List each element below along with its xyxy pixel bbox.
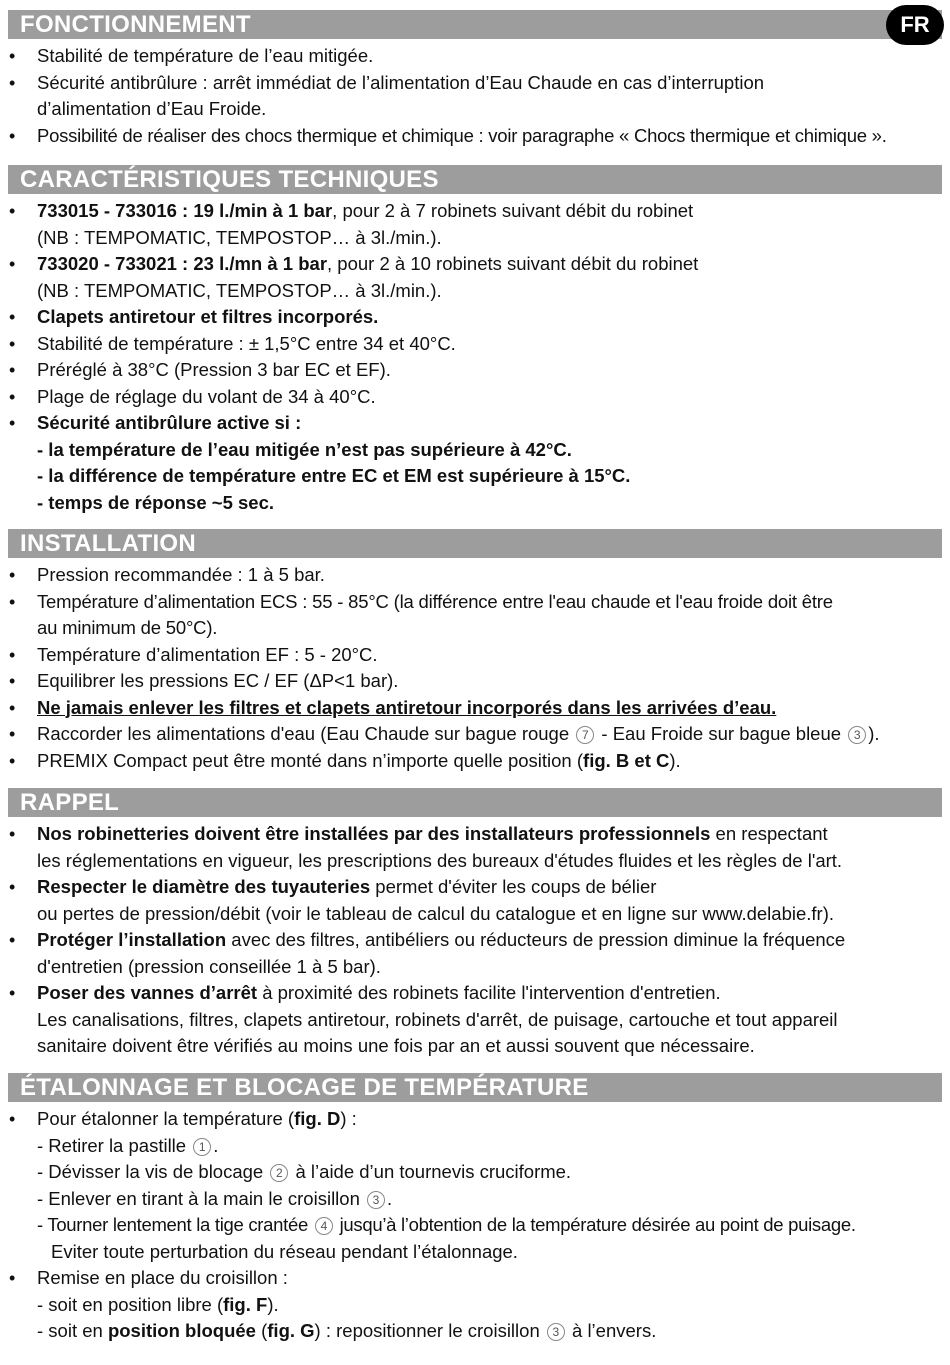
list-item: • Sécurité antibrûlure : arrêt immédiat de l’alimentation d’Eau Chaude en cas d’interruption d’alimentation d’Eau Froide.	[0, 70, 950, 123]
list-item: • Stabilité de température : ± 1,5°C entre 34 et 40°C.	[0, 331, 950, 358]
list-item: • Equilibrer les pressions EC / EF (ΔP<1 bar).	[0, 668, 950, 695]
list-item: • 733015 - 733016 : 19 l./min à 1 bar, pour 2 à 7 robinets suivant débit du robinet (NB : TEMPOMATIC, TEMPOSTOP… à 3l./min.).	[0, 198, 950, 251]
bullet-list	[0, 821, 950, 1060]
section-title: FONCTIONNEMENT	[8, 10, 942, 39]
section-caracteristiques	[0, 165, 950, 516]
list-item: • Poser des vannes d’arrêt à proximité des robinets facilite l'intervention d'entretien. Les canalisations, filtres, clapets antiretour, robinets d'arrêt, de puisage, cartouche et tout appareil sanitaire doivent être vérifiés au moins une fois par an et aussi souvent que nécessaire.	[0, 980, 950, 1060]
list-item: • Raccorder les alimentations d'eau (Eau Chaude sur bague rouge 7 - Eau Froide sur bague bleue 3 ).	[0, 721, 950, 748]
list-item: • Température d’alimentation EF : 5 - 20°C.	[0, 642, 950, 669]
bullet-list	[0, 1106, 950, 1345]
callout-number: 4	[315, 1217, 333, 1235]
list-item: • PREMIX Compact peut être monté dans n’importe quelle position (fig. B et C).	[0, 748, 950, 775]
list-item: • Respecter le diamètre des tuyauteries permet d'éviter les coups de bélier ou pertes de pression/débit (voir le tableau de calcul du catalogue et en ligne sur www.delabie.fr).	[0, 874, 950, 927]
list-item: • Température d’alimentation ECS : 55 - 85°C (la différence entre l'eau chaude et l'eau froide doit être au minimum de 50°C).	[0, 589, 950, 642]
list-item: • Pression recommandée : 1 à 5 bar.	[0, 562, 950, 589]
section-rappel	[0, 788, 950, 1060]
list-item: • Possibilité de réaliser des chocs thermique et chimique : voir paragraphe « Chocs thermique et chimique ».	[0, 123, 950, 150]
bullet-list	[0, 198, 950, 516]
section-title: ÉTALONNAGE ET BLOCAGE DE TEMPÉRATURE	[8, 1073, 942, 1102]
section-title: CARACTÉRISTIQUES TECHNIQUES	[8, 165, 942, 194]
bullet-list	[0, 562, 950, 774]
section-etalonnage	[0, 1073, 950, 1345]
list-item: • Ne jamais enlever les filtres et clapets antiretour incorporés dans les arrivées d’eau.	[0, 695, 950, 722]
list-item: • Remise en place du croisillon : - soit en position libre (fig. F). - soit en position bloquée (fig. G) : repositionner le croisillon 3 à l’envers.	[0, 1265, 950, 1345]
section-installation	[0, 529, 950, 774]
list-item: • Protéger l’installation avec des filtres, antibéliers ou réducteurs de pression diminue la fréquence d'entretien (pression conseillée 1 à 5 bar).	[0, 927, 950, 980]
section-title: RAPPEL	[8, 788, 942, 817]
language-badge: FR	[886, 5, 944, 45]
callout-number: 3	[848, 726, 866, 744]
section-fonctionnement	[0, 10, 950, 149]
callout-number: 3	[547, 1323, 565, 1341]
section-title: INSTALLATION	[8, 529, 942, 558]
callout-number: 2	[270, 1164, 288, 1182]
bullet-list	[0, 43, 950, 149]
list-item: • Pour étalonner la température (fig. D) : - Retirer la pastille 1 . - Dévisser la vis de blocage 2 à l’aide d’un tournevis cruciforme. - Enlever en tirant à la main le croisillon 3 . - Tourner lentement la tige crantée 4 jusqu’à l’obtention de la température désirée au point de puisage. Eviter toute perturbation du réseau pendant l’étalonnage.	[0, 1106, 950, 1265]
list-item: • Stabilité de température de l’eau mitigée.	[0, 43, 950, 70]
list-item: • Sécurité antibrûlure active si : - la température de l’eau mitigée n’est pas supérieure à 42°C. - la différence de température entre EC et EM est supérieure à 15°C. - temps de réponse ~5 sec.	[0, 410, 950, 516]
list-item: • Préréglé à 38°C (Pression 3 bar EC et EF).	[0, 357, 950, 384]
list-item: • Nos robinetteries doivent être installées par des installateurs professionnels en respectant les réglementations en vigueur, les prescriptions des bureaux d'études fluides et les règles de l'art.	[0, 821, 950, 874]
callout-number: 1	[193, 1138, 211, 1156]
callout-number: 7	[576, 726, 594, 744]
list-item: • Plage de réglage du volant de 34 à 40°C.	[0, 384, 950, 411]
list-item: • 733020 - 733021 : 23 l./mn à 1 bar, pour 2 à 10 robinets suivant débit du robinet (NB : TEMPOMATIC, TEMPOSTOP… à 3l./min.).	[0, 251, 950, 304]
list-item: • Clapets antiretour et filtres incorporés.	[0, 304, 950, 331]
callout-number: 3	[367, 1191, 385, 1209]
